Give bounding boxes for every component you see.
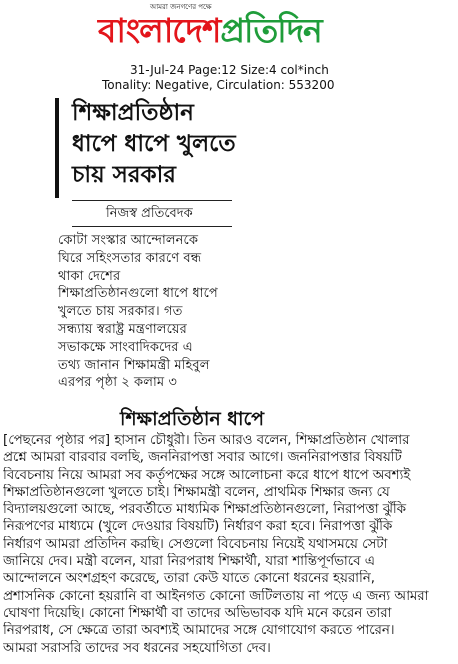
clipping-meta-date-page: 31-Jul-24 Page:12 Size:4 col*inch [130, 63, 329, 77]
continuation-heading: শিক্ষাপ্রতিষ্ঠান ধাপে [120, 408, 264, 430]
headline-line: শিক্ষাপ্রতিষ্ঠান [72, 100, 194, 126]
lead-line: সভাকক্ষে সাংবাদিকদের এ [58, 339, 193, 355]
body-line: ঘোষণা দিয়েছি। কোনো শিক্ষার্থী বা তাদের অভিভাবক যদি মনে করেন তারা [3, 605, 392, 621]
body-line: নির্ধারণ আমরা প্রতিদিন করছি। সেগুলো বিবেচনায় নিয়েই যথাসময়ে সেটা [3, 536, 388, 552]
body-line: নিরূপণের মাধ্যমে (খুলে দেওয়ার বিষয়টি) নির্ধারণ করা হবে। নিরাপত্তা ঝুঁকি [3, 519, 393, 535]
lead-line: তথ্য জানান শিক্ষামন্ত্রী মহিবুল [58, 357, 210, 373]
headline-accent-bar [55, 98, 59, 198]
article-lead-paragraph [58, 232, 274, 392]
body-line: জানিয়ে দেব। মন্ত্রী বলেন, যারা নিরপরাধ শিক্ষার্থী, যারা শান্তিপূর্ণভাবে এ [3, 554, 375, 570]
continuation-jump-line: এরপর পৃষ্ঠা ২ কলাম ৩ [58, 375, 177, 391]
lead-line: শিক্ষাপ্রতিষ্ঠানগুলো ধাপে ধাপে [58, 286, 218, 302]
clipping-meta-tonality: Tonality: Negative, Circulation: 553200 [102, 78, 335, 92]
headline-line: চায় সরকার [72, 162, 176, 188]
masthead-part-2: প্রতিদিন [220, 11, 322, 50]
article-byline: নিজস্ব প্রতিবেদক [106, 206, 193, 221]
byline-divider-bottom [72, 226, 232, 227]
masthead-part-1: বাংলাদেশ [98, 11, 221, 50]
body-line: প্রশাসনিক কোনো হয়রানি বা আইনগত কোনো জটিলতায় না পড়ে এ জন্য আমরা [3, 588, 429, 604]
body-line: আন্দোলনে অংশগ্রহণ করেছে, তারা কেউ যাতে কোনো ধরনের হয়রানি, [3, 571, 375, 587]
byline-divider-top [72, 200, 232, 201]
newspaper-masthead [98, 9, 322, 53]
body-line: শিক্ষাপ্রতিষ্ঠানগুলো খুলতে চাই। শিক্ষামন্ত্রী বলেন, প্রাথমিক শিক্ষার জন্য যে [3, 484, 390, 500]
body-line: [পেছনের পৃষ্ঠার পর] হাসান চৌধুরী। তিন আরও বলেন, শিক্ষাপ্রতিষ্ঠান খোলার [3, 433, 410, 448]
body-line: প্রশ্নে আমরা বারবার বলছি, জননিরাপত্তা সবার আগে। জননিরাপত্তার বিষয়টি [3, 450, 402, 466]
body-line: বিবেচনায় নিয়ে আমরা সব কর্তৃপক্ষের সঙ্গে আলোচনা করে ধাপে ধাপে অবশ্যই [3, 467, 411, 483]
article-body [3, 432, 455, 657]
masthead-tagline: আমরা জনগণের পক্ষে [150, 3, 212, 11]
lead-line: সন্ধ্যায় স্বরাষ্ট্র মন্ত্রণালয়ের [58, 321, 187, 337]
body-line: নিরপরাধ, সে ক্ষেত্রে তারা অবশ্যই আমাদের সঙ্গে যোগাযোগ করতে পারেন। [3, 623, 395, 639]
body-line: বিদ্যালয়গুলো আছে, পরবর্তীতে মাধ্যমিক শিক্ষাপ্রতিষ্ঠানগুলো, নিরাপত্তা ঝুঁকি [3, 502, 406, 518]
body-line: আমরা সরাসরি তাদের সব ধরনের সহযোগিতা দেব। [3, 640, 271, 656]
headline-line: ধাপে ধাপে খুলতে [72, 131, 236, 157]
lead-line: ঘিরে সহিংসতার কারণে বন্ধ [58, 250, 202, 266]
lead-line: খুলতে চায় সরকার। গত [58, 304, 183, 320]
lead-line: থাকা দেশের [58, 268, 121, 284]
lead-line: কোটা সংস্কার আন্দোলনকে [58, 233, 199, 248]
article-headline [72, 98, 242, 191]
